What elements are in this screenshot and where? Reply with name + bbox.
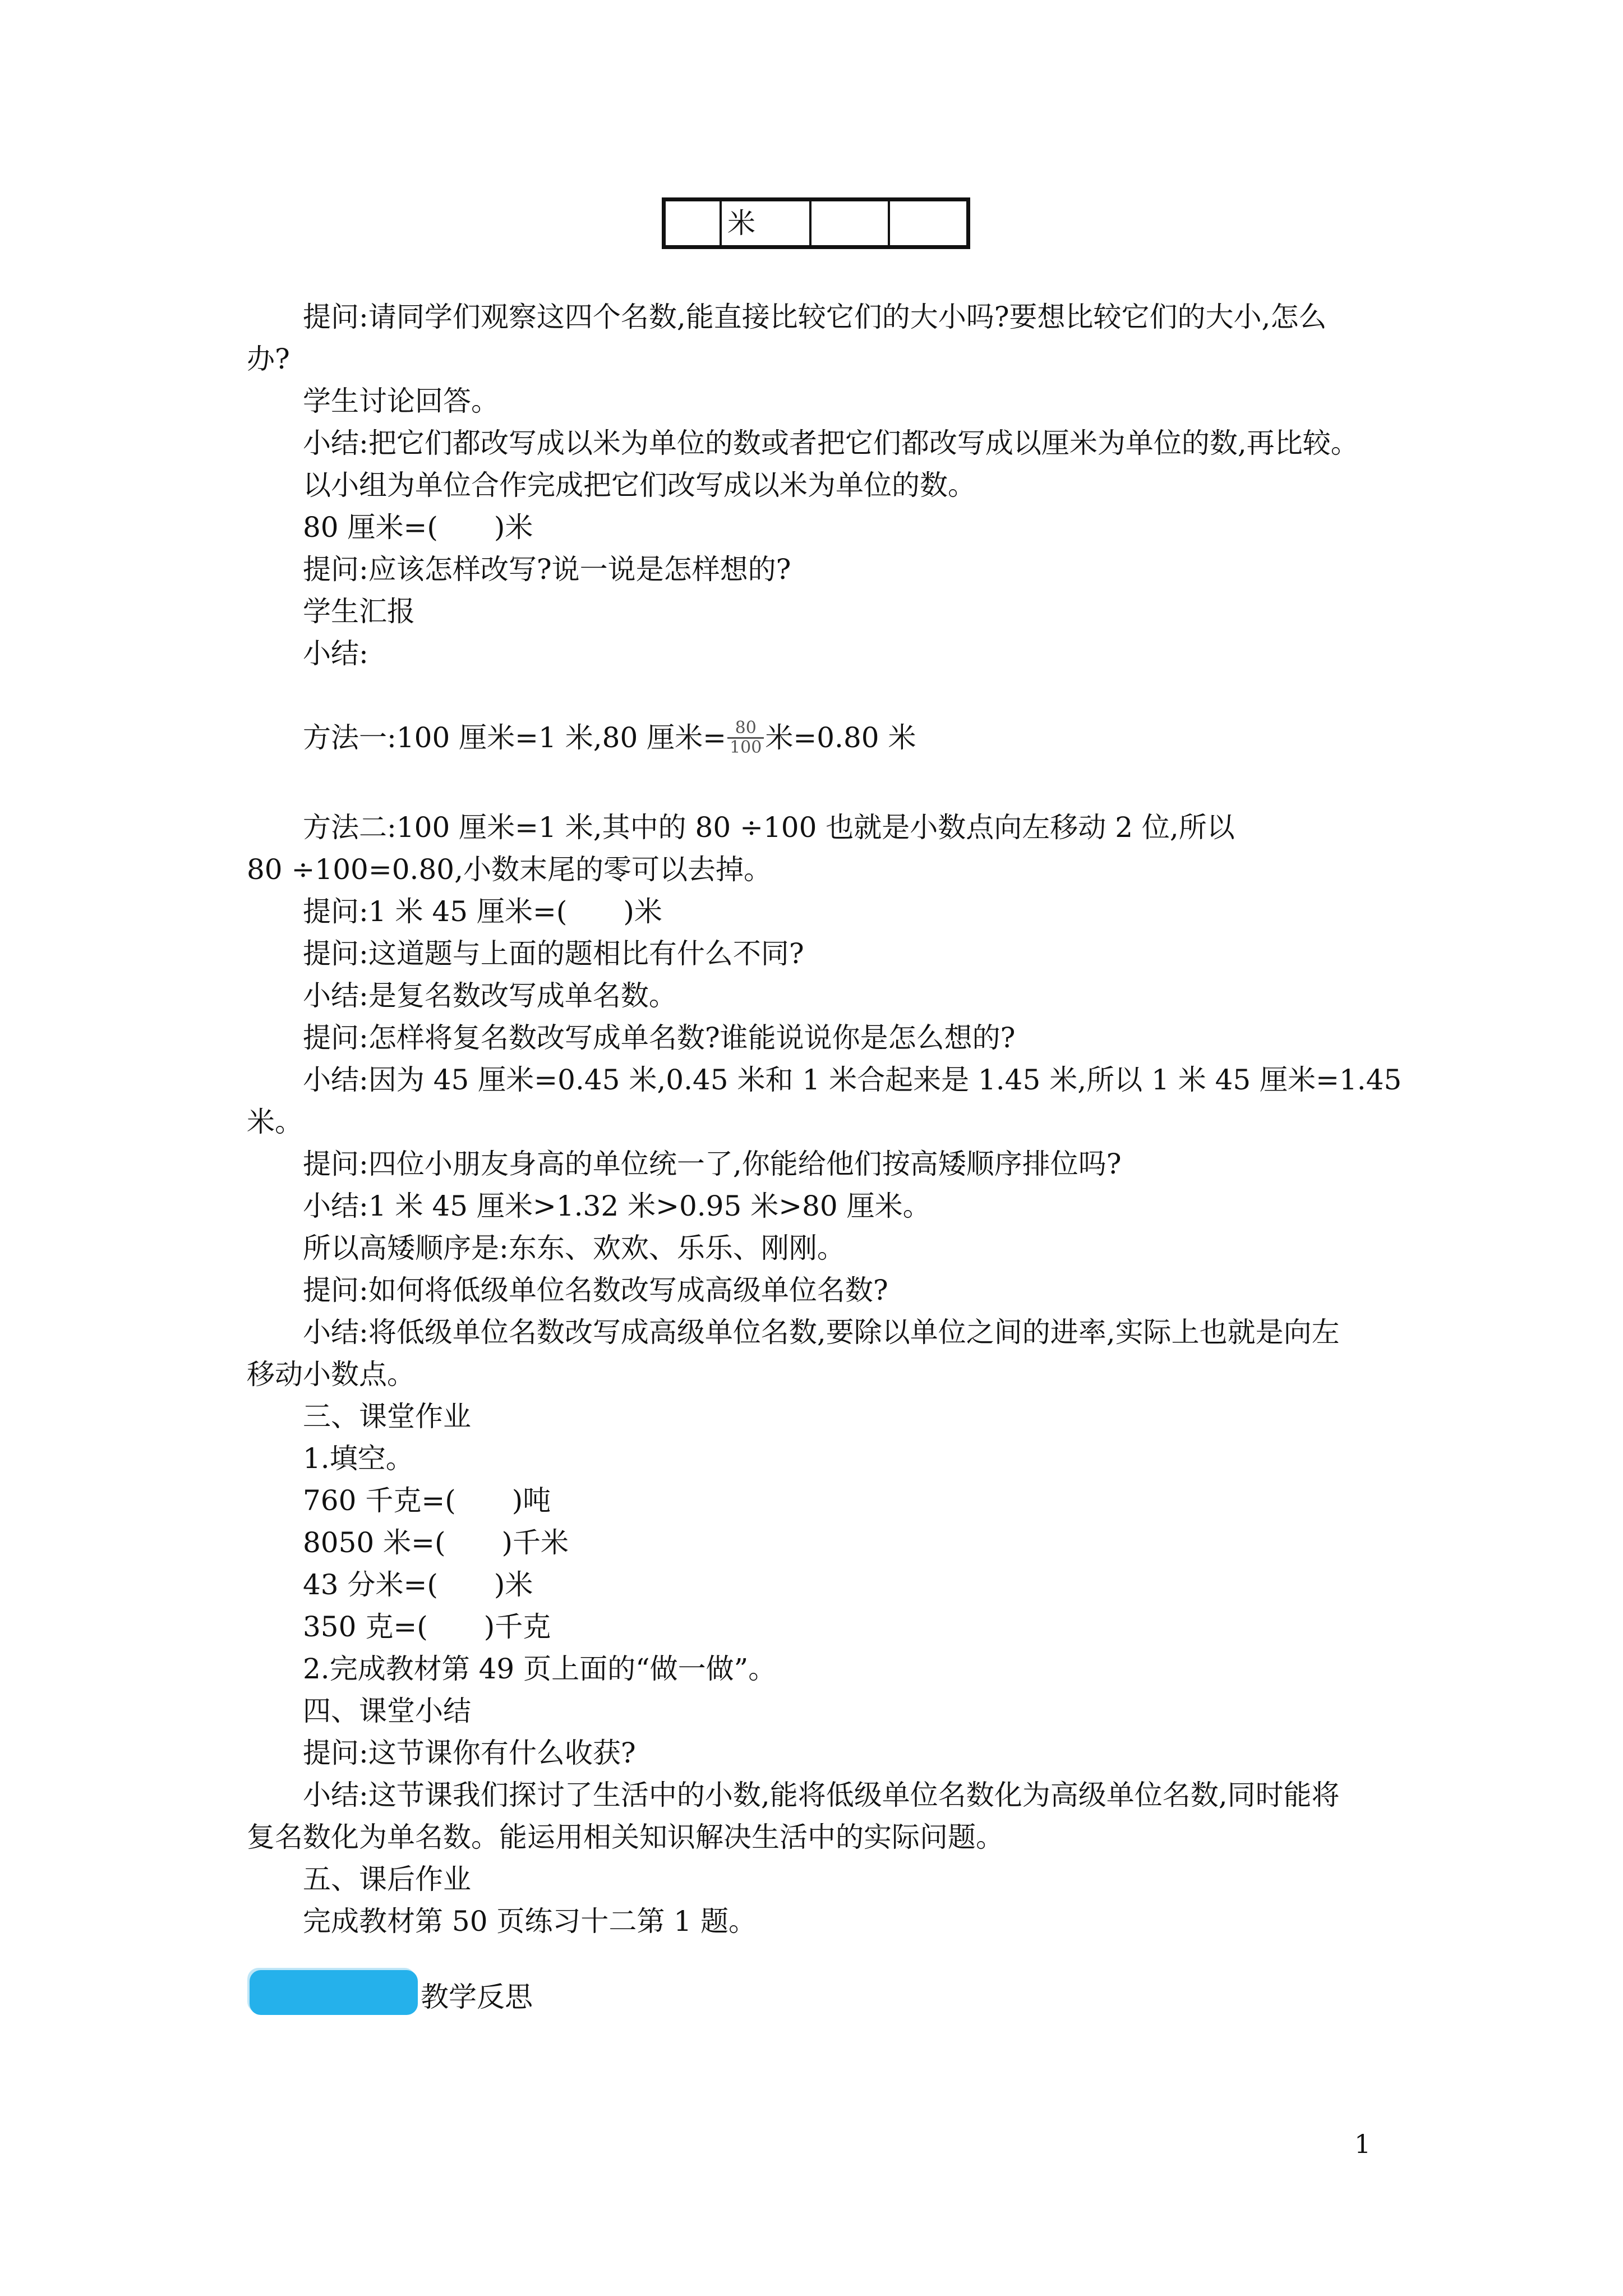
group-task: 以小组为单位合作完成把它们改写成以米为单位的数。 (303, 469, 976, 501)
summary-label: 小结: (303, 637, 368, 670)
reflection-heading: 教学反思 (421, 1981, 533, 2013)
method-one-text: 方法一:100 厘米=1 米,80 厘米= (303, 721, 727, 754)
exercise-43dm: 43 分米=( )米 (303, 1568, 533, 1601)
question-how: 提问:应该怎样改写?说一说是怎样想的? (303, 553, 791, 586)
table-cell (666, 201, 722, 245)
task-textbook-p49: 2.完成教材第 49 页上面的“做一做”。 (303, 1653, 777, 1685)
summary-compound: 小结:是复名数改写成单名数。 (303, 979, 677, 1012)
task-fill-blank: 1.填空。 (303, 1442, 414, 1475)
homework-task: 完成教材第 50 页练习十二第 1 题。 (303, 1905, 757, 1938)
summary-lesson: 小结:这节课我们探讨了生活中的小数,能将低级单位名数化为高级单位名数,同时能将 (303, 1779, 1340, 1811)
section-homework: 五、课后作业 (303, 1863, 471, 1895)
method-one-result: 米=0.80 米 (765, 721, 916, 754)
exercise-350g: 350 克=( )千克 (303, 1611, 551, 1643)
summary-lesson-cont: 复名数化为单名数。能运用相关知识解决生活中的实际问题。 (247, 1821, 1004, 1853)
unit-table (662, 197, 970, 249)
method-two: 方法二:100 厘米=1 米,其中的 80 ÷100 也就是小数点向左移动 2 位,所以 (303, 811, 1235, 844)
exercise-760kg: 760 千克=( )吨 (303, 1484, 551, 1517)
question-low-to-high: 提问:如何将低级单位名数改写成高级单位名数? (303, 1274, 888, 1306)
question-compare: 提问:请同学们观察这四个名数,能直接比较它们的大小吗?要想比较它们的大小,怎么 (303, 301, 1327, 333)
reflection-badge (250, 1970, 418, 2015)
summary-145-cont: 米。 (247, 1106, 303, 1138)
table-cell (811, 201, 890, 245)
height-order: 所以高矮顺序是:东东、欢欢、乐乐、刚刚。 (303, 1232, 845, 1264)
method-two-cont: 80 ÷100=0.80,小数末尾的零可以去掉。 (247, 853, 772, 886)
method-one (303, 717, 916, 759)
fraction-numerator: 80 (727, 719, 764, 739)
table-cell: 米 (722, 201, 811, 245)
question-compare-cont: 办? (247, 343, 290, 375)
fraction-denominator: 100 (730, 737, 762, 757)
page-number: 1 (1354, 2129, 1371, 2159)
summary-145: 小结:因为 45 厘米=0.45 米,0.45 米和 1 米合起来是 1.45 米,所以 1 米 45 厘米=1.45 (303, 1064, 1402, 1096)
summary-convert: 小结:把它们都改写成以米为单位的数或者把它们都改写成以厘米为单位的数,再比较。 (303, 427, 1359, 459)
question-order: 提问:四位小朋友身高的单位统一了,你能给他们按高矮顺序排位吗? (303, 1148, 1122, 1180)
question-1m45cm: 提问:1 米 45 厘米=( )米 (303, 895, 662, 928)
question-gain: 提问:这节课你有什么收获? (303, 1737, 636, 1769)
table-cell (890, 201, 966, 245)
section-summary: 四、课堂小结 (303, 1695, 471, 1727)
exercise-8050m: 8050 米=( )千米 (303, 1526, 569, 1559)
question-compound: 提问:怎样将复名数改写成单名数?谁能说说你是怎么想的? (303, 1022, 1016, 1054)
student-discussion: 学生讨论回答。 (303, 385, 499, 417)
section-classwork: 三、课堂作业 (303, 1400, 471, 1433)
summary-low-to-high-cont: 移动小数点。 (247, 1358, 415, 1391)
student-report: 学生汇报 (303, 595, 415, 628)
summary-order: 小结:1 米 45 厘米>1.32 米>0.95 米>80 厘米。 (303, 1190, 931, 1222)
summary-low-to-high: 小结:将低级单位名数改写成高级单位名数,要除以单位之间的进率,实际上也就是向左 (303, 1316, 1340, 1349)
fraction (727, 719, 764, 757)
question-difference: 提问:这道题与上面的题相比有什么不同? (303, 937, 804, 970)
exercise-80cm: 80 厘米=( )米 (303, 511, 533, 544)
